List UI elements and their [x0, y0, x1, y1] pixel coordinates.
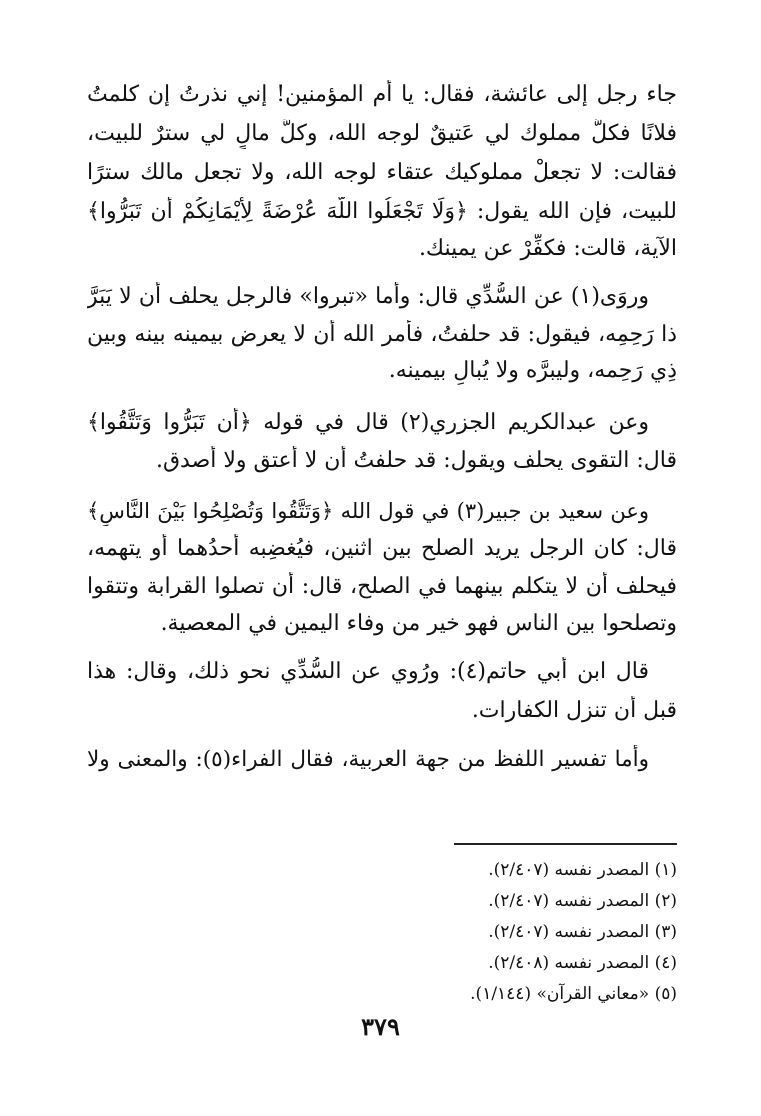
- page-number: ٣٧٩: [361, 1012, 400, 1041]
- body-line-7: ذا رَحِمِه، فيقول: قد حلفتُ، فأمر الله أن لا يعرض بيمينه بينه وبين: [87, 322, 677, 347]
- body-line-8: ذِي رَحِمه، وليبرَّه ولا يُبالِ بيمينه.: [388, 358, 677, 383]
- body-line-5: الآية، قالت: فكفِّرْ عن يمينك.: [418, 236, 677, 261]
- body-line-13: فيحلف أن لا يتكلم بينهما في الصلح، قال: أن تصلوا القرابة وتتقوا: [87, 574, 677, 599]
- footnote-1: (١) المصدر نفسه (٢/٤٠٧).: [488, 860, 677, 880]
- body-line-3: فقالت: لا تجعلْ مملوكيك عتقاء لوجه الله، ولا تجعل مالك سترًا: [87, 160, 677, 185]
- body-line-17: وأما تفسير اللفظ من جهة العربية، فقال الفراء(٥): والمعنى ولا: [87, 747, 649, 772]
- body-line-16: قبل أن تنزل الكفارات.: [471, 698, 677, 723]
- body-line-11: وعن سعيد بن جبير(٣) في قول الله ﴿وَتَتَّقُوا وَتُصْلِحُوا بَيْنَ النَّاسِ﴾: [87, 499, 649, 523]
- body-line-15: قال ابن أبي حاتم(٤): ورُوي عن السُّدِّي نحو ذلك، وقال: هذا: [87, 659, 649, 684]
- body-line-1: جاء رجل إلى عائشة، فقال: يا أم المؤمنين! إني نذرتُ إن كلمتُ: [87, 82, 677, 107]
- footnote-3: (٣) المصدر نفسه (٢/٤٠٧).: [488, 922, 677, 942]
- footnote-5: (٥) «معاني القرآن» (١/١٤٤).: [470, 984, 677, 1004]
- body-line-6: وروَى(١) عن السُّدِّي قال: وأما «تبروا» فالرجل يحلف أن لا يَبَرَّ: [87, 284, 649, 309]
- footnote-divider: [454, 843, 677, 845]
- body-line-4: للبيت، فإن الله يقول: ﴿وَلَا تَجْعَلُوا اللَّهَ عُرْضَةً لِأَيْمَانِكُمْ أَن تَبَرُّوا﴾: [87, 199, 677, 224]
- body-line-2: فلانًا فكلُّ مملوك لي عَتيقٌ لوجه الله، وكلُّ مالٍ لي سترٌ للبيت،: [87, 121, 677, 146]
- body-line-10: قال: التقوى يحلف ويقول: قد حلفتُ أن لا أعتق ولا أصدق.: [155, 448, 677, 473]
- footnote-2: (٢) المصدر نفسه (٢/٤٠٧).: [488, 891, 677, 911]
- body-line-12: قال: كان الرجل يريد الصلح بين اثنين، فيُغضِبه أحدُهما أو يتهمه،: [87, 536, 677, 561]
- footnote-4: (٤) المصدر نفسه (٢/٤٠٨).: [488, 953, 677, 973]
- body-line-14: وتصلحوا بين الناس فهو خير من وفاء اليمين في المعصية.: [160, 611, 677, 636]
- body-line-9: وعن عبدالكريم الجزري(٢) قال في قوله ﴿أَن تَبَرُّوا وَتَتَّقُوا﴾: [87, 410, 649, 435]
